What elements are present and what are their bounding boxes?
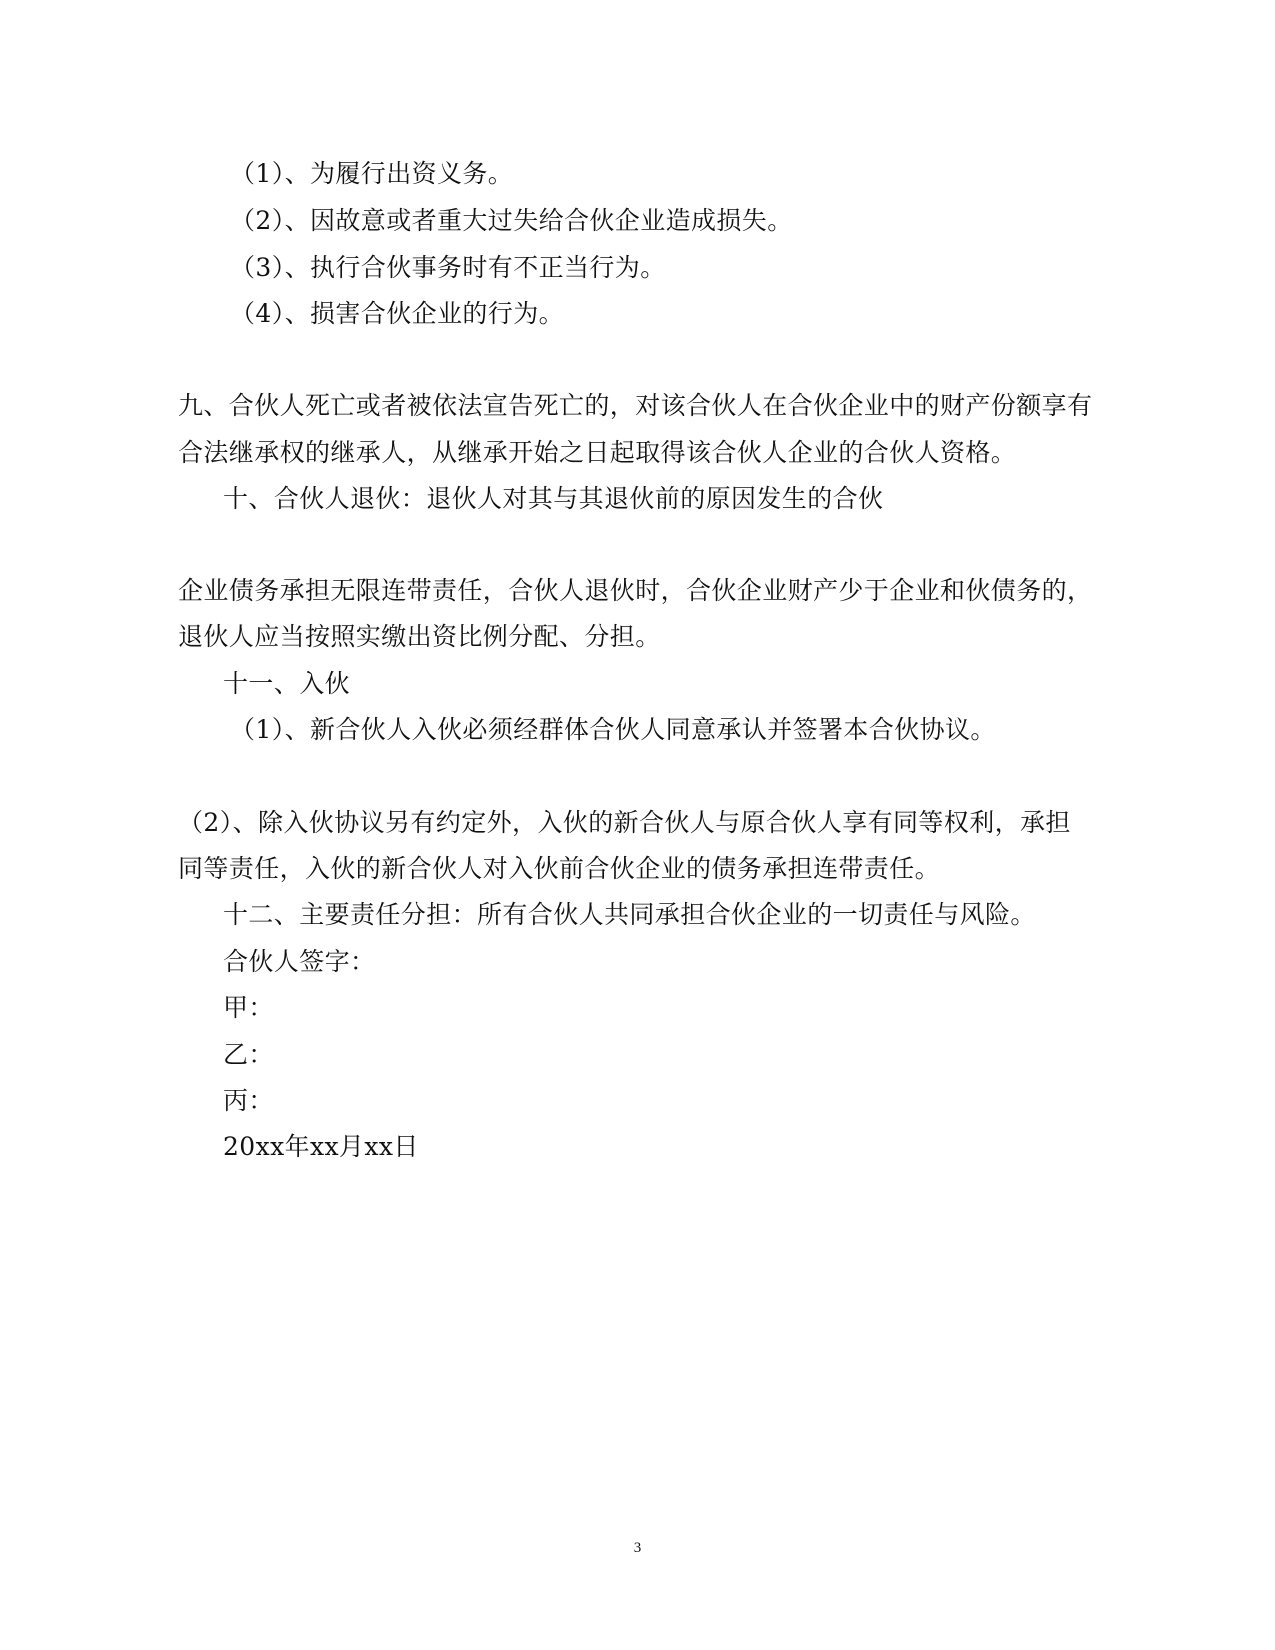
signature-party-a: 甲： [223, 993, 274, 1022]
article-10-line-3: 退伙人应当按照实缴出资比例分配、分担。 [178, 622, 661, 651]
signature-party-b: 乙： [223, 1040, 274, 1069]
article-9-line-2: 合法继承权的继承人，从继承开始之日起取得该合伙人企业的合伙人资格。 [178, 438, 1017, 467]
signature-heading: 合伙人签字： [223, 947, 376, 976]
article-11-item-2-line-2: 同等责任，入伙的新合伙人对入伙前合伙企业的债务承担连带责任。 [178, 854, 941, 883]
article-10-line-2: 企业债务承担无限连带责任，合伙人退伙时，合伙企业财产少于企业和伙债务的， [178, 576, 1093, 605]
article-11-heading: 十一、入伙 [223, 669, 351, 698]
signature-date: 20xx年xx月xx日 [223, 1132, 419, 1161]
article-9-line-1: 九、合伙人死亡或者被依法宣告死亡的，对该合伙人在合伙企业中的财产份额享有 [178, 391, 1093, 420]
page-number: 3 [633, 1540, 642, 1556]
signature-party-c: 丙： [223, 1086, 274, 1115]
article-11-item-2-line-1: （2）、除入伙协议另有约定外，入伙的新合伙人与原合伙人享有同等权利，承担 [178, 808, 1071, 837]
clause-3: （3）、执行合伙事务时有不正当行为。 [230, 253, 666, 282]
article-11-item-1: （1）、新合伙人入伙必须经群体合伙人同意承认并签署本合伙协议。 [230, 715, 996, 744]
clause-2: （2）、因故意或者重大过失给合伙企业造成损失。 [230, 206, 793, 235]
article-12: 十二、主要责任分担：所有合伙人共同承担合伙企业的一切责任与风险。 [223, 900, 1036, 929]
clause-4: （4）、损害合伙企业的行为。 [230, 299, 565, 328]
clause-1: （1）、为履行出资义务。 [230, 159, 514, 188]
article-10-line-1: 十、合伙人退伙：退伙人对其与其退伙前的原因发生的合伙 [223, 484, 884, 513]
